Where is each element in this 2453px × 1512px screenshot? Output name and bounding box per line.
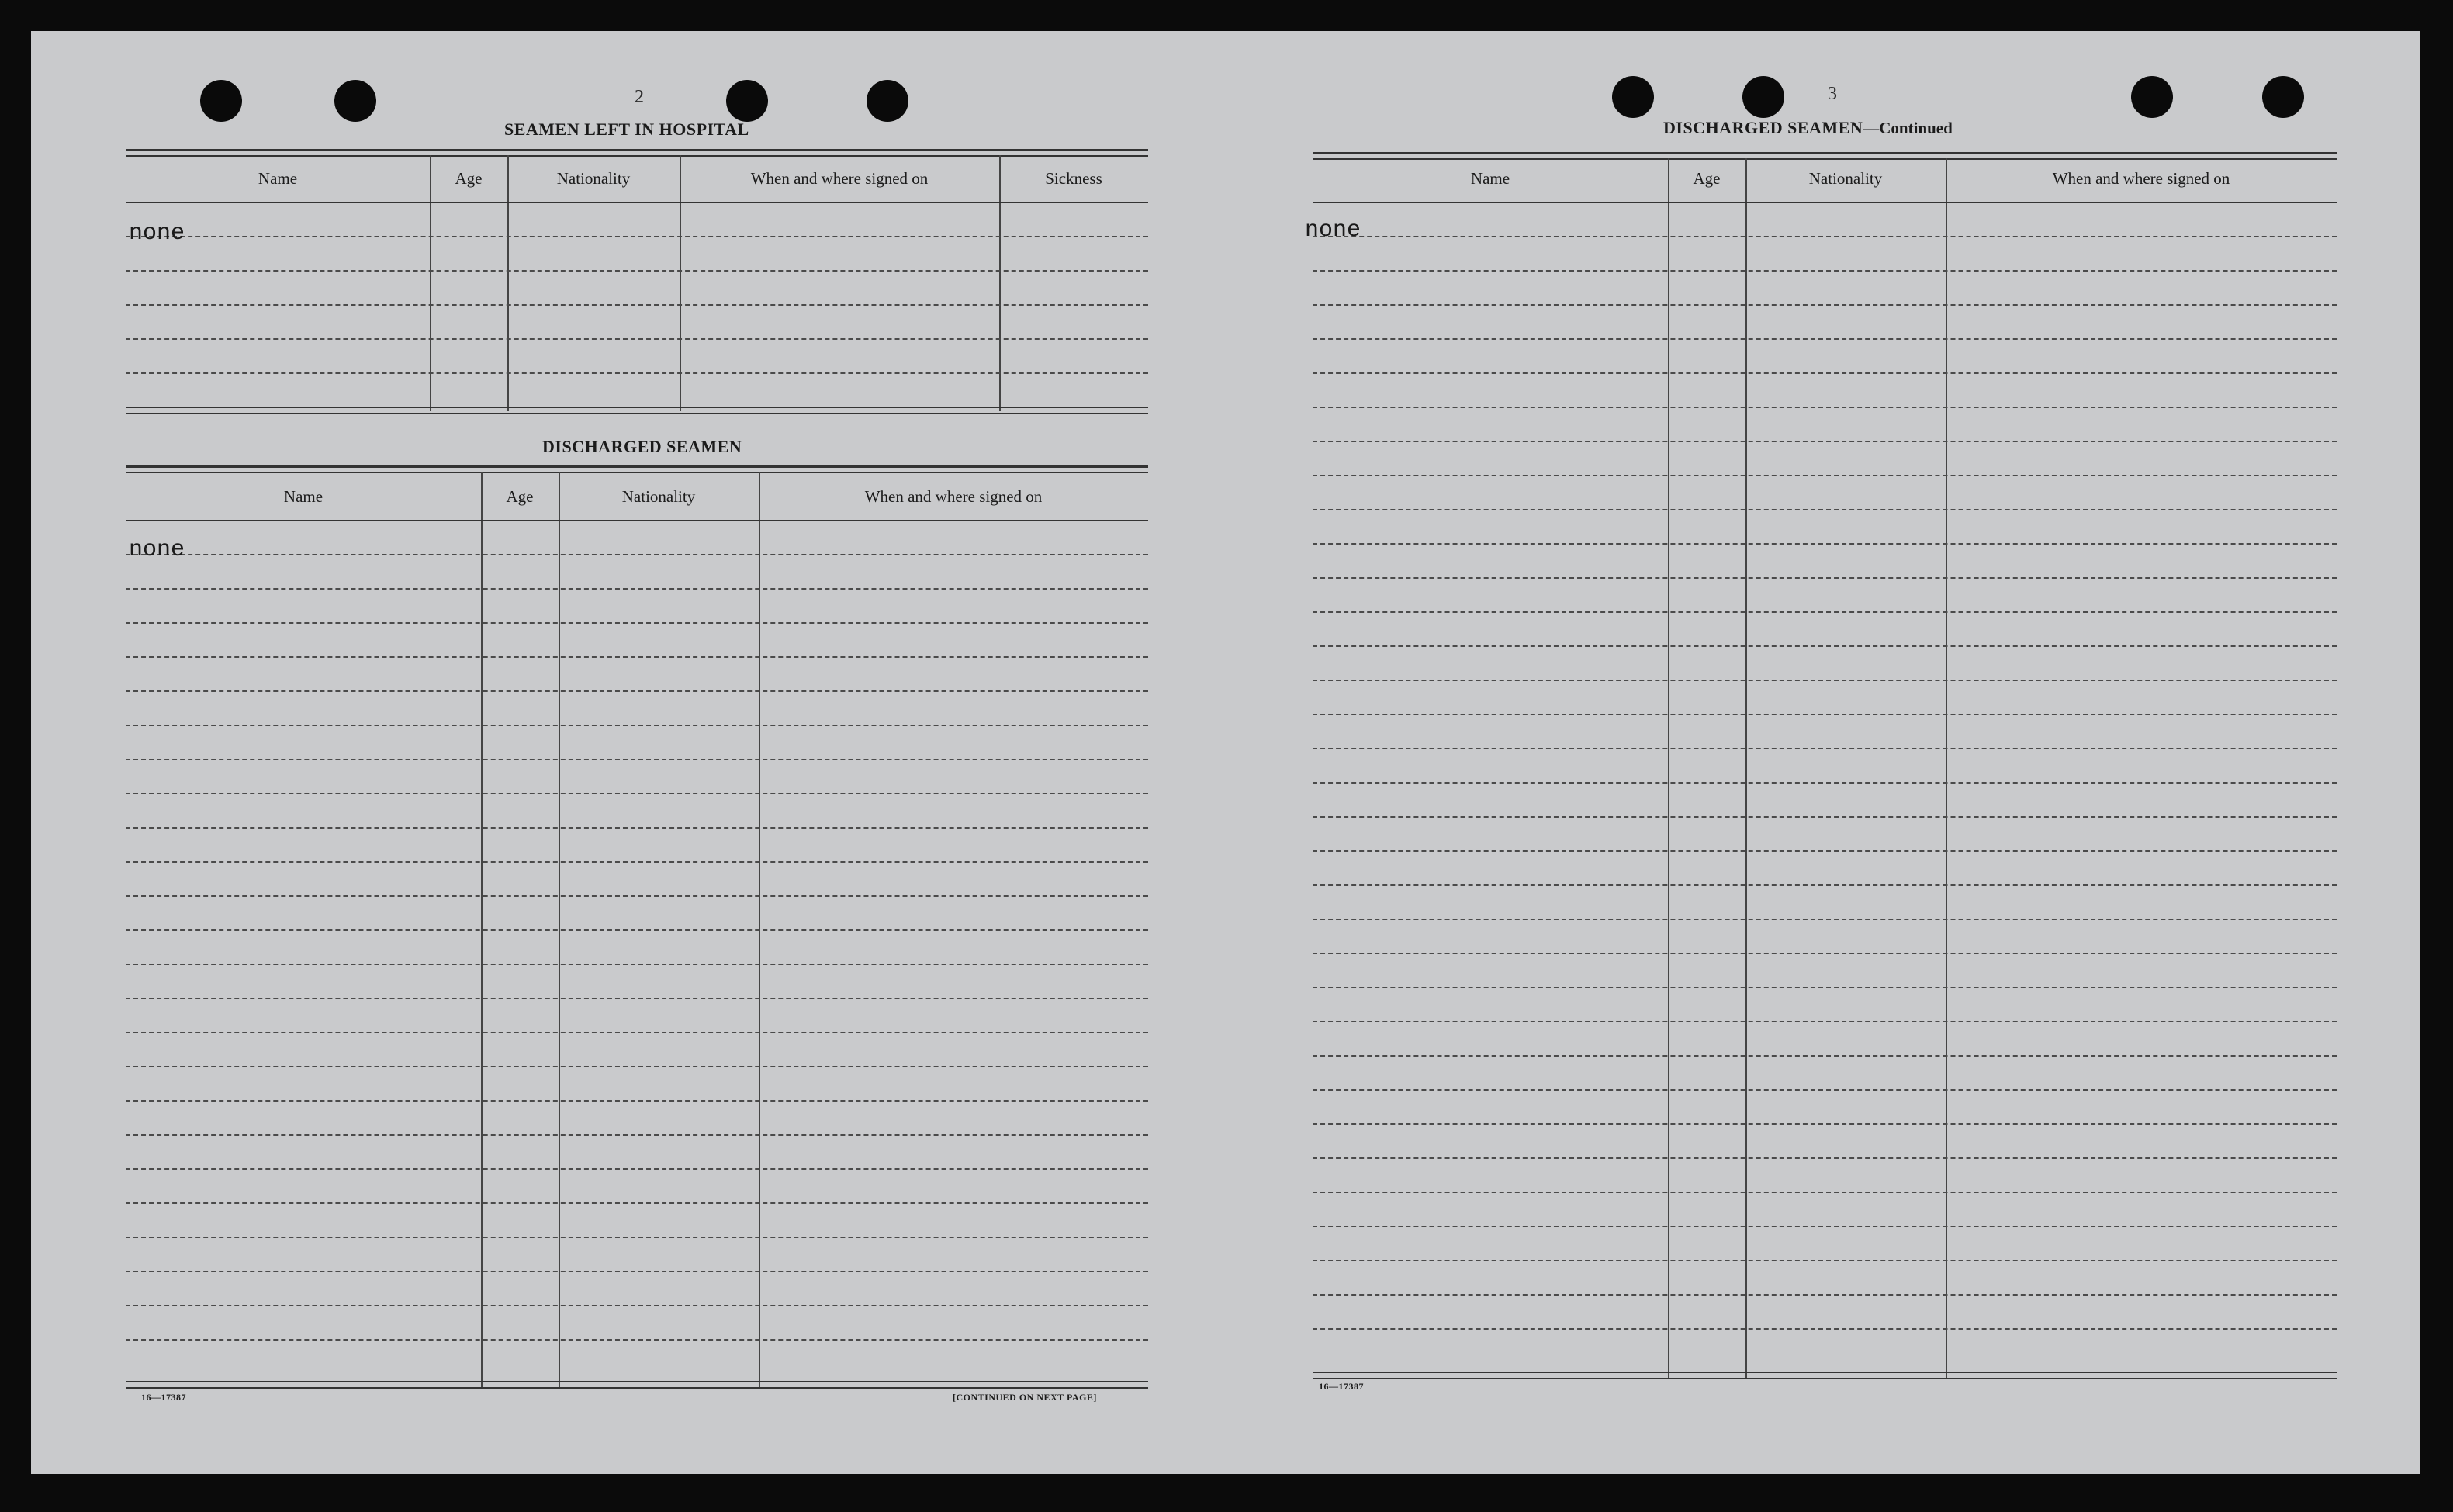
page-number: 2	[635, 87, 644, 107]
column-header-signed-on: When and where signed on	[750, 169, 929, 188]
column-header-signed-on: When and where signed on	[2052, 169, 2230, 188]
document-sheet	[31, 31, 2420, 1474]
punch-hole	[1612, 76, 1654, 118]
column-header-nationality: Nationality	[556, 169, 631, 188]
discharged-continued-entry-name: none	[1305, 217, 1361, 244]
hospital-entry-name: none	[129, 220, 185, 247]
section-title: DISCHARGED SEAMEN	[542, 437, 742, 456]
column-header-nationality: Nationality	[1808, 169, 1883, 188]
column-header-sickness: Sickness	[1045, 169, 1102, 188]
page-number: 3	[1828, 84, 1837, 104]
column-header-age: Age	[506, 487, 534, 506]
column-header-signed-on: When and where signed on	[864, 487, 1043, 506]
hospital-table	[126, 149, 1148, 452]
column-header-name: Name	[283, 487, 323, 506]
column-header-age: Age	[455, 169, 483, 188]
discharged-continued-table	[1313, 152, 2337, 1409]
punch-hole	[1742, 76, 1784, 118]
punch-hole	[2131, 76, 2173, 118]
section-title-suffix: —Continued	[1863, 119, 1953, 137]
punch-hole	[334, 80, 376, 122]
form-number: 16—17387	[141, 1392, 186, 1403]
punch-hole	[200, 80, 242, 122]
column-header-age: Age	[1693, 169, 1721, 188]
form-number: 16—17387	[1319, 1381, 1364, 1392]
column-header-name: Name	[258, 169, 298, 188]
punch-hole	[726, 80, 768, 122]
column-header-name: Name	[1470, 169, 1510, 188]
section-title	[1663, 118, 1953, 138]
punch-hole	[867, 80, 908, 122]
continued-note: [CONTINUED ON NEXT PAGE]	[953, 1392, 1097, 1403]
section-title: SEAMEN LEFT IN HOSPITAL	[504, 119, 749, 139]
section-title-text: DISCHARGED SEAMEN	[1663, 118, 1863, 137]
column-header-nationality: Nationality	[621, 487, 696, 506]
discharged-entry-name: none	[129, 537, 185, 563]
punch-hole	[2262, 76, 2304, 118]
discharged-table	[126, 465, 1148, 1420]
